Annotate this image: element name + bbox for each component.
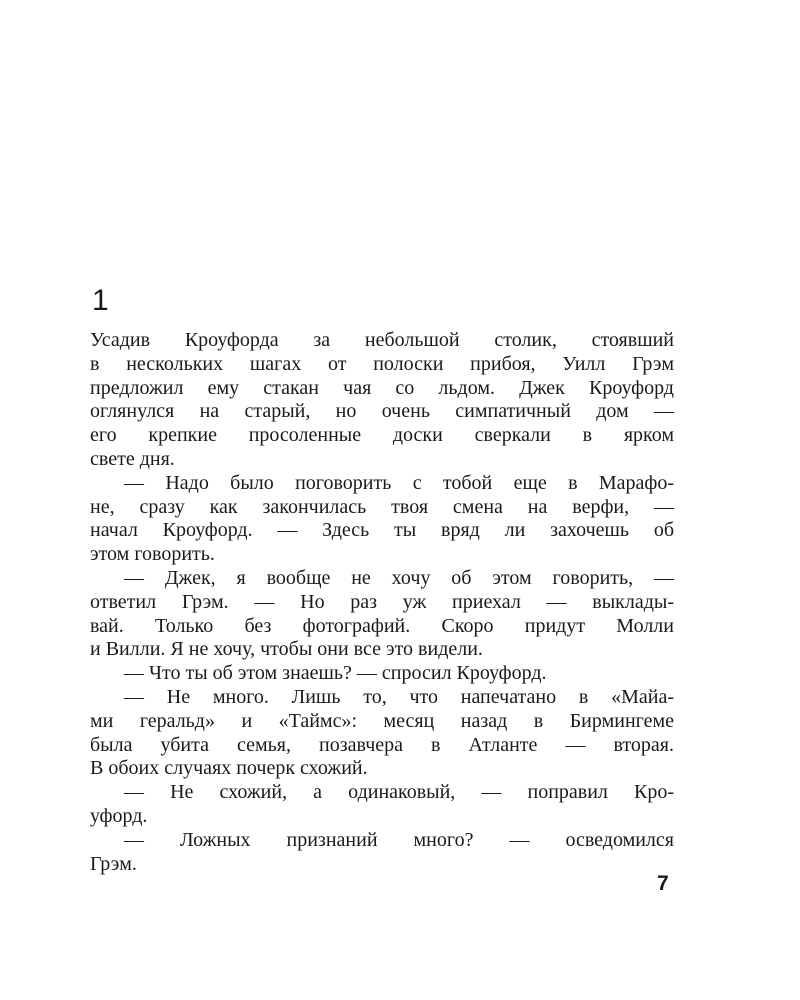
text-line: — Надо было поговорить с тобой еще в Марафо-: [124, 471, 674, 494]
text-line: В обоих случаях почерк схожий.: [90, 757, 368, 780]
text-line: Грэм.: [90, 852, 137, 875]
text-line: вай. Только без фотографий. Скоро придут Молли: [90, 614, 674, 637]
text-line: Усадив Кроуфорда за небольшой столик, стоявший: [90, 329, 674, 351]
text-line: и Вилли. Я не хочу, чтобы они все это видели.: [90, 638, 483, 661]
text-line: ответил Грэм. — Но раз уж приехал — выклады-: [90, 590, 674, 613]
body-text: [90, 329, 674, 876]
text-line: ми геральд» и «Таймс»: месяц назад в Бирмингеме: [90, 709, 674, 732]
text-line: свете дня.: [90, 447, 175, 470]
text-line: не, сразу как закончилась твоя смена на верфи, —: [90, 495, 674, 518]
chapter-number: 1: [92, 284, 109, 317]
text-line: уфорд.: [90, 804, 148, 827]
text-line: этом говорить.: [90, 543, 215, 566]
text-line: — Джек, я вообще не хочу об этом говорить, —: [124, 566, 674, 589]
text-line: — Не много. Лишь то, что напечатано в «Майа-: [124, 685, 674, 708]
text-line: оглянулся на старый, но очень симпатичный дом —: [90, 400, 674, 423]
text-line: была убита семья, позавчера в Атланте — вторая.: [90, 733, 674, 756]
text-line: — Что ты об этом знаешь? — спросил Кроуфорд.: [124, 662, 547, 685]
text-line: — Ложных признаний много? — осведомился: [124, 828, 674, 851]
text-line: предложил ему стакан чая со льдом. Джек Кроуфорд: [90, 376, 674, 399]
text-line: его крепкие просоленные доски сверкали в ярком: [90, 424, 674, 447]
text-line: начал Кроуфорд. — Здесь ты вряд ли захочешь об: [90, 519, 674, 542]
text-line: — Не схожий, а одинаковый, — поправил Кро-: [124, 781, 674, 804]
text-line: в нескольких шагах от полоски прибоя, Уилл Грэм: [90, 352, 674, 375]
page-number: 7: [657, 872, 669, 895]
